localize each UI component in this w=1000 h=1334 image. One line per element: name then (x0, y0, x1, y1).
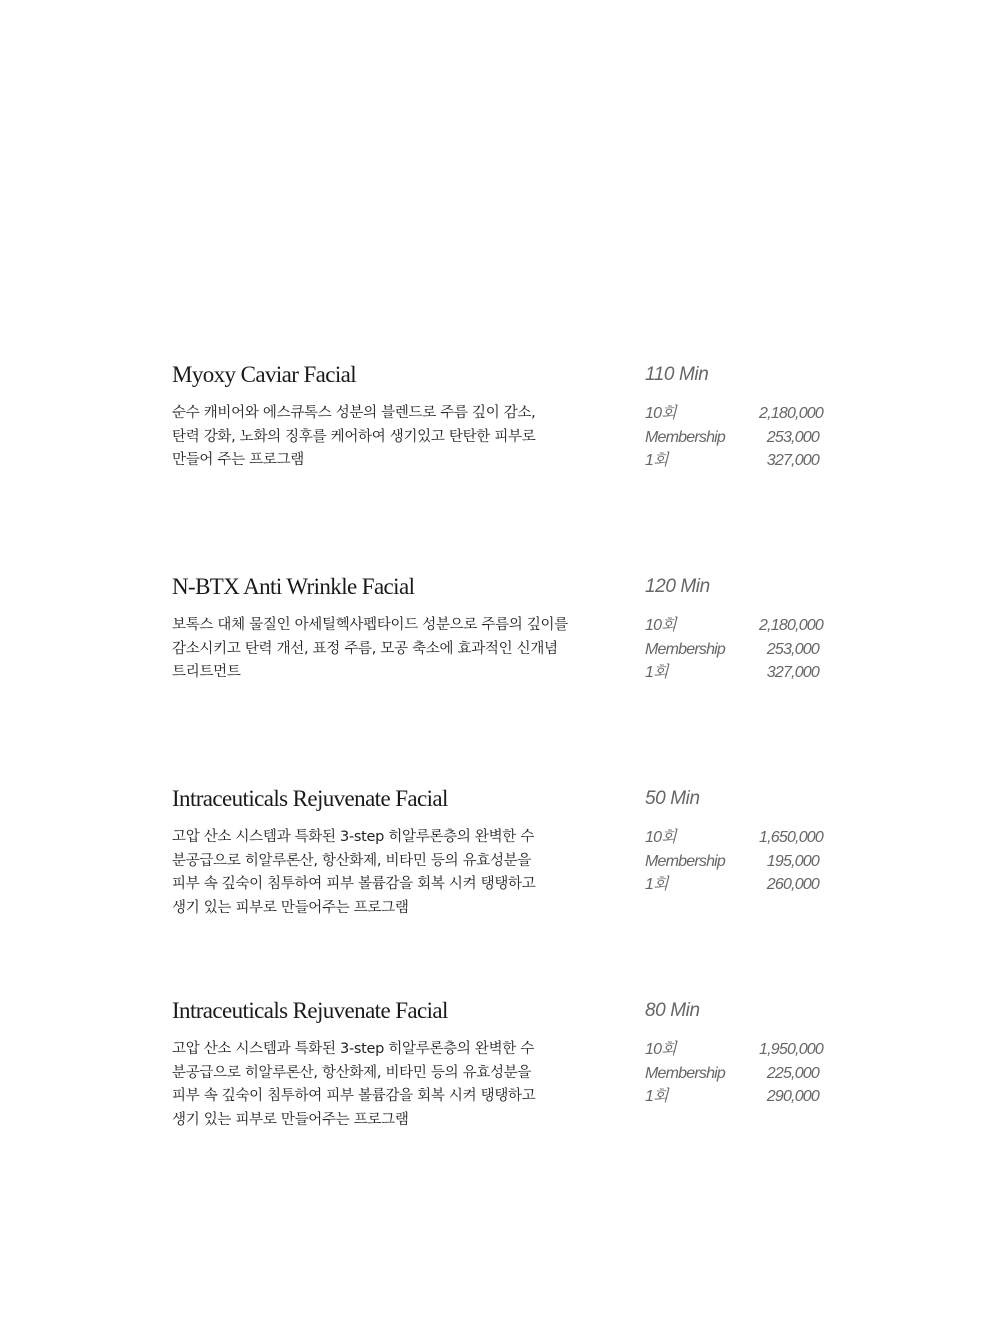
price-row-single-session (645, 1085, 823, 1109)
price-value: 253,000 (766, 640, 819, 658)
treatment-description (172, 1038, 572, 1133)
treatment-item-intraceuticals-80 (172, 996, 832, 1196)
price-label: 1회 (645, 1088, 668, 1106)
treatment-title: Intraceuticals Rejuvenate Facial (172, 786, 448, 811)
price-value: 290,000 (766, 1088, 819, 1106)
treatment-item-intraceuticals-50 (172, 784, 832, 984)
price-row-membership (645, 426, 823, 450)
price-list (645, 1038, 823, 1109)
price-list (645, 402, 823, 473)
treatment-item-myoxy-caviar (172, 360, 832, 560)
treatment-item-n-btx (172, 572, 832, 772)
description-line: 분공급으로 히알루론산, 항산화제, 비타민 등의 유효성분을 (172, 852, 532, 869)
description-line: 피부 속 깊숙이 침투하여 피부 볼륨감을 회복 시켜 탱탱하고 (172, 1088, 536, 1105)
treatment-title: Intraceuticals Rejuvenate Facial (172, 998, 448, 1023)
price-row-single-session (645, 661, 823, 685)
description-line: 고압 산소 시스템과 특화된 3-step 히알루론층의 완벽한 수 (172, 829, 535, 845)
treatment-duration: 80 Min (645, 1000, 700, 1021)
description-line: 만들어 주는 프로그램 (172, 452, 304, 469)
price-value: 2,180,000 (759, 617, 823, 634)
description-line: 분공급으로 히알루론산, 항산화제, 비타민 등의 유효성분을 (172, 1064, 532, 1081)
treatment-description (172, 402, 572, 473)
description-line: 고압 산소 시스템과 특화된 3-step 히알루론층의 완벽한 수 (172, 1041, 535, 1057)
price-label: 1회 (645, 664, 668, 682)
price-label: Membership (645, 1064, 726, 1082)
price-value: 2,180,000 (759, 405, 823, 422)
price-value: 225,000 (766, 1064, 819, 1082)
description-line: 탄력 강화, 노화의 징후를 케어하여 생기있고 탄탄한 피부로 (172, 428, 536, 445)
price-value: 260,000 (766, 876, 819, 894)
treatment-duration: 110 Min (645, 364, 709, 385)
price-label: 1회 (645, 876, 668, 894)
price-value: 327,000 (766, 452, 819, 470)
price-list (645, 614, 823, 685)
description-line: 감소시키고 탄력 개선, 표정 주름, 모공 축소에 효과적인 신개념 (172, 640, 558, 657)
price-row-10-sessions (645, 614, 823, 638)
price-value: 327,000 (766, 664, 819, 682)
price-label: 10회 (645, 829, 676, 846)
price-label: Membership (645, 428, 726, 446)
price-value: 1,950,000 (759, 1041, 823, 1058)
price-value: 1,650,000 (759, 829, 823, 846)
price-label: Membership (645, 640, 726, 658)
description-line: 생기 있는 피부로 만들어주는 프로그램 (172, 900, 409, 917)
treatment-duration: 120 Min (645, 576, 710, 597)
description-line: 보톡스 대체 물질인 아세틸헥사펩타이드 성분으로 주름의 깊이를 (172, 617, 568, 633)
price-label: 1회 (645, 452, 668, 470)
treatment-description (172, 614, 572, 685)
description-line: 생기 있는 피부로 만들어주는 프로그램 (172, 1112, 409, 1129)
price-label: 10회 (645, 1041, 676, 1058)
price-list (645, 826, 823, 897)
treatment-duration: 50 Min (645, 788, 700, 809)
price-label: 10회 (645, 405, 676, 422)
treatment-description (172, 826, 572, 921)
price-row-membership (645, 1062, 823, 1086)
price-value: 195,000 (766, 852, 819, 870)
description-line: 트리트먼트 (172, 664, 241, 681)
price-row-10-sessions (645, 402, 823, 426)
description-line: 순수 캐비어와 에스큐톡스 성분의 블렌드로 주름 깊이 감소, (172, 405, 536, 421)
price-row-membership (645, 850, 823, 874)
treatment-title: N-BTX Anti Wrinkle Facial (172, 574, 415, 599)
price-label: Membership (645, 852, 726, 870)
price-row-membership (645, 638, 823, 662)
price-row-single-session (645, 449, 823, 473)
price-row-10-sessions (645, 1038, 823, 1062)
treatment-title: Myoxy Caviar Facial (172, 362, 357, 387)
price-label: 10회 (645, 617, 676, 634)
description-line: 피부 속 깊숙이 침투하여 피부 볼륨감을 회복 시켜 탱탱하고 (172, 876, 536, 893)
price-value: 253,000 (766, 428, 819, 446)
price-row-10-sessions (645, 826, 823, 850)
price-row-single-session (645, 873, 823, 897)
